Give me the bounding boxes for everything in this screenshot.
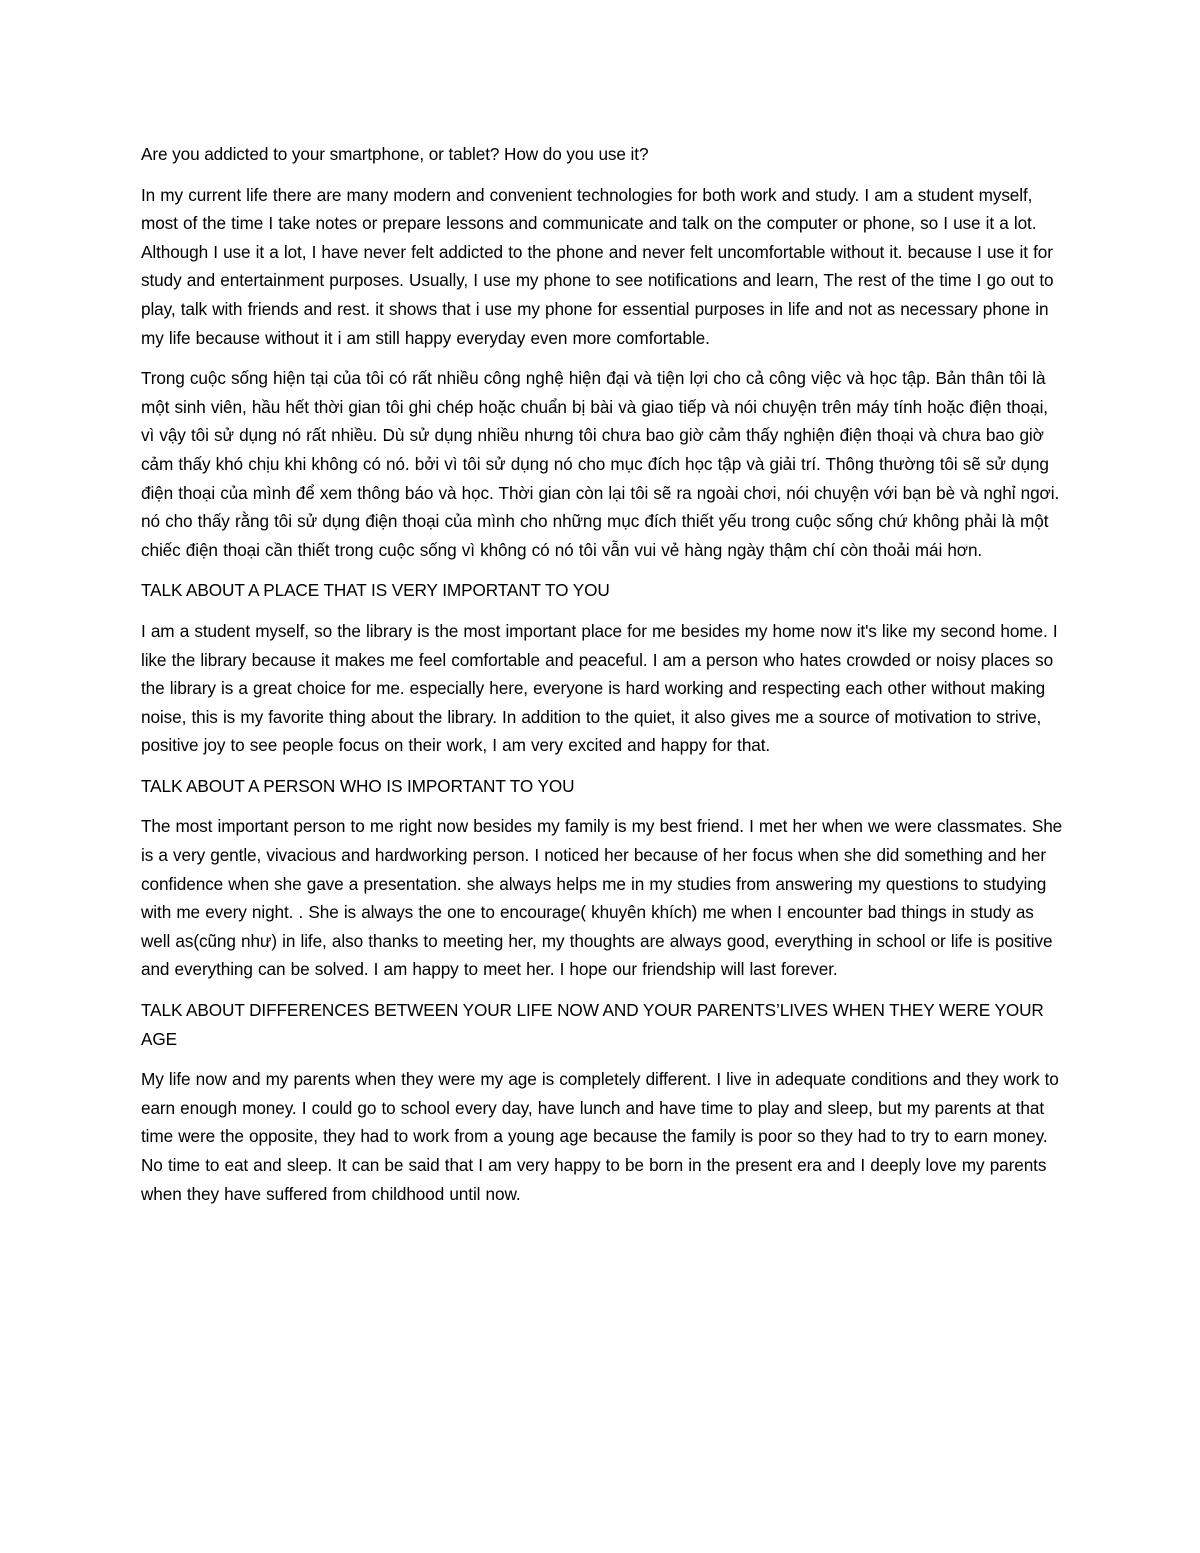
answer-paragraph-vietnamese: Trong cuộc sống hiện tại của tôi có rất nhiều công nghệ hiện đại và tiện lợi cho cả công việc và học tập. Bản thân tôi là một sinh viên, hầu hết thời gian tôi ghi chép hoặc chuẩn bị bài và giao tiếp và nói chuyện trên máy tính hoặc điện thoại, vì vậy tôi sử dụng nó rất nhiều. Dù sử dụng nhiều nhưng tôi chưa bao giờ cảm thấy nghiện điện thoại và chưa bao giờ cảm thấy khó chịu khi không có nó. bởi vì tôi sử dụng nó cho mục đích học tập và giải trí. Thông thường tôi sẽ sử dụng điện thoại của mình để xem thông báo và học. Thời gian còn lại tôi sẽ ra ngoài chơi, nói chuyện với bạn bè và nghỉ ngơi. nó cho thấy rằng tôi sử dụng điện thoại của mình cho những mục đích thiết yếu trong cuộc sống chứ không phải là một chiếc điện thoại cần thiết trong cuộc sống vì không có nó tôi vẫn vui vẻ hàng ngày thậm chí còn thoải mái hơn. <box>141 368 1060 560</box>
person-heading: TALK ABOUT A PERSON WHO IS IMPORTANT TO YOU <box>141 775 575 796</box>
question-heading: Are you addicted to your smartphone, or tablet? How do you use it? <box>141 144 649 164</box>
differences-paragraph: My life now and my parents when they were my age is completely different. I live in adequate conditions and they work to earn enough money. I could go to school every day, have lunch and have time to play and sleep, but my parents at that time were the opposite, they had to work from a young age because the family is poor so they had to try to earn money. No time to eat and sleep. It can be said that I am very happy to be born in the present era and I deeply love my parents when they have suffered from childhood until now. <box>141 1069 1059 1204</box>
answer-paragraph-english: In my current life there are many modern and convenient technologies for both work and study. I am a student myself, most of the time I take notes or prepare lessons and communicate and talk on the computer or phone, so I use it a lot. Although I use it a lot, I have never felt addicted to the phone and never felt uncomfortable without it. because I use it for study and entertainment purposes. Usually, I use my phone to see notifications and learn, The rest of the time I go out to play, talk with friends and rest. it shows that i use my phone for essential purposes in life and not as necessary phone in my life because without it i am still happy everyday even more comfortable. <box>141 184 1054 348</box>
place-heading: TALK ABOUT A PLACE THAT IS VERY IMPORTANT TO YOU <box>141 580 610 601</box>
person-paragraph: The most important person to me right now besides my family is my best friend. I met her when we were classmates. She is a very gentle, vivacious and hardworking person. I noticed her because of her focus when she did something and her confidence when she gave a presentation. she always helps me in my studies from answering my questions to studying with me every night. . She is always the one to encourage( khuyên khích) me when I encounter bad things in study as well as(cũng như) in life, also thanks to meeting her, my thoughts are always good, everything in school or life is positive and everything can be solved. I am happy to meet her. I hope our friendship will last forever. <box>141 816 1063 980</box>
differences-heading: TALK ABOUT DIFFERENCES BETWEEN YOUR LIFE NOW AND YOUR PARENTS’LIVES WHEN THEY WERE YOUR AGE <box>141 1000 1044 1049</box>
document-page <box>141 140 1066 1220</box>
place-paragraph: I am a student myself, so the library is the most important place for me besides my home now it's like my second home. I like the library because it makes me feel comfortable and peaceful. I am a person who hates crowded or noisy places so the library is a great choice for me. especially here, everyone is hard working and respecting each other without making noise, this is my favorite thing about the library. In addition to the quiet, it also gives me a source of motivation to strive, positive joy to see people focus on their work, I am very excited and happy for that. <box>141 620 1058 756</box>
